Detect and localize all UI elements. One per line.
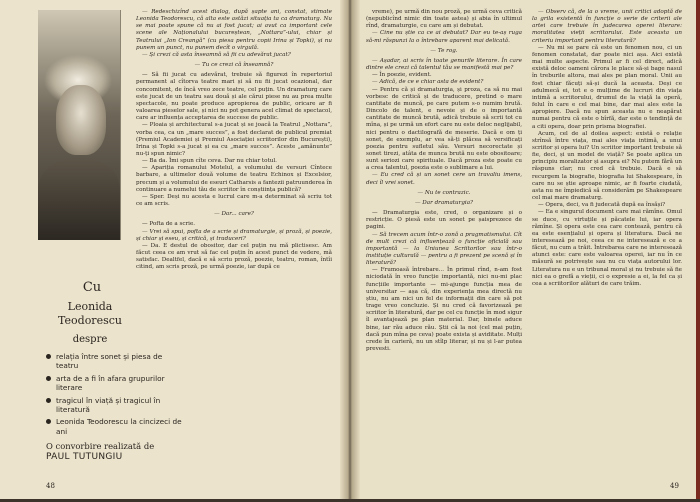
byline-lead: O convorbire realizată de bbox=[46, 441, 155, 451]
paragraph: — Observ că, de la o vreme, unii critici adoptă de la grila existentă în funcție o serie de criterii ale artei care trebuie în judecarea operei literare: moralitatea vieții scriitorului. Este aceasta un criteriu important pentru literatură? bbox=[532, 9, 682, 44]
topic-item: relația între sonet și piesa de teatru bbox=[46, 352, 186, 371]
portrait-face bbox=[56, 85, 106, 155]
paragraph: — Să trecem acum într-o zonă a pragmatismului. Cît de mult crezi că influențează o funcție oficială sau importantă — la Uniunea Scriitorilor sau într-o instituție culturală — pentru a fi prezent pe scenă și în literatură? bbox=[366, 231, 522, 267]
paragraph: — Și crezi că asta înseamnă să fii cu adevărat jucat? bbox=[142, 51, 291, 58]
byline-author: PAUL TUTUNGIU bbox=[46, 452, 123, 462]
paragraph: Acum, cel de al doilea aspect: există o relație strînsă între viața, mai ales viața intimă, a unui scriitor și opera lui? Un scriitor important trebuie să fie, deci, și un model de viață? Se poate aplica un principiu moralizator și asupra ei? Nu putem fără un răspuns clar; nu cred că trebuie. Dacă e să recurgem la biografie, biografia lui Shakespeare, în care nu se știe aproape nimic, ar fi foarte ciudată, asta nu ne împiedică să considerăm pe Shakespeare cel mai mare dramaturg. bbox=[532, 130, 682, 202]
paragraph: — Nu mi se pare că este un fenomen nou, ci un fenomen constatat, dar poate nici așa. Aici există mai multe aspecte. Primul ar fi cel direct, adică există deloc oameni cărora le place să-și bage nasul în treburile altora, mai ales pe plan moral. Unii au fost chiar făcuți să-și ducă la aceasta. Deși ce adulmecă ei, tot e o mulțime de lucruri din viața intimă a scriitorului, drumul de la viață la operă, felul în care e cel mai bine, dar mai ales este la apropiere. Dacă nu spun aceasta nu e neapărat numai pentru că este o bîrfă, dar este o tendință de a citi opera, doar prin prisma biografiei. bbox=[532, 44, 682, 130]
paragraph: — Sper. Deși nu acesta e lucrul care m-a determinat să scriu tot ce am scris. bbox=[136, 193, 332, 208]
page-number-left: 48 bbox=[46, 482, 55, 490]
paragraph: — Dramaturgia este, cred, o organizare și o restricție. O piesă este un sonet pe șaisprezece de pagini. bbox=[366, 210, 522, 231]
paragraph: vreme), pe urmă din nou proză, pe urmă ceva critică (nepublicînd nimic din toate astea) și abia în ultimul rînd, dramaturgie, cu care am și debutat. bbox=[366, 9, 522, 30]
paragraph: — Ba da. Îmi spun cîte ceva. Dar nu chiar totul. bbox=[142, 158, 277, 165]
title-first-name: Leonida bbox=[67, 300, 113, 313]
book-gutter bbox=[340, 0, 360, 502]
paragraph: — Apariția romanului Motelul, a volumului de versuri Cîntece barbare, a ultimelor două volume de teatru Echinox și Excelsior, precum și a volumului de eseuri Catharsis a fantezii patruunderea în continuare a numelui tău de scriitor în conștiința publică? bbox=[136, 165, 332, 193]
paragraph: — Dar dramaturgia? bbox=[414, 199, 474, 206]
paragraph: — Pofta de a scrie. bbox=[142, 221, 196, 228]
paragraph: — Frumoasă întrebare... În primul rînd, n-am fost niciodată în vreo funcție importantă, nici nu-mi plac funcțiile importante — mi-ajunge funcția mea de universitar — așa că, din experiența mea directă nu știu, nu am nici un fel de informații din care să pot trage vreo concluzie. Și nu cred că favorizează pe scriitor în literatură, dar pe cel cu funcție în mod sigur îl avantajează pe plan material. Dar, binele aduce bine, iar rău aduce rău. Știi că la noi (cel mai puțin, dacă pun mîna pe ceva) poate exista și aviditate. Mulți crede în carieră, nu un stîlp literar, și nu și l-ar putea prevesti. bbox=[366, 267, 522, 353]
paragraph: — Așadar, ai scris în toate genurile literare. În care dintre ele crezi că talentul tău se manifestă mai pe? bbox=[366, 57, 522, 72]
portrait-shoulders bbox=[38, 160, 120, 240]
paragraph: — Opera, deci, va fi judecată după ea însăși? bbox=[538, 202, 666, 209]
paragraph: — Tu ce crezi că înseamnă? bbox=[194, 62, 274, 69]
title-cu: Cu bbox=[82, 280, 102, 295]
paragraph: — Pentru că și dramaturgia, și proza, ca să nu mai vorbesc de critică și de traducere, pretind o mare cantitate de muncă, pe care putem s-o numim brută. Dincolo de talent, e nevoie și de o importantă cantitate de muncă brută, adică trebuie să scrii tot cu mîna, și pe urmă un efort care nu este deloc neglijabil, nici pentru o dactilografă de meserie. Dacă e om ți sonet, de exemplu, ar vea să-ți plăcea să versificați poezia pentru sufletul său. Versuri necorectate și sonet tirezi, atâta de munca brută nu este obositoare; sunt seriozi care spirituale. Dacă proza este poate cu a crea talentul, poezia este o sublimare a lui. bbox=[366, 86, 522, 172]
paragraph: — Adică, de ce e chiar asta de evident? bbox=[372, 79, 484, 86]
title-last-name: Teodorescu bbox=[58, 314, 122, 327]
paragraph: — Te rog. bbox=[430, 47, 458, 54]
paragraph: — Nu te contrazic. bbox=[417, 189, 471, 196]
title-despre: despre bbox=[72, 334, 108, 345]
paragraph: — Da. E destul de obositor, dar cel puțin nu mă plictisesc. Am făcut ceea ce am vrut să fac cel puțin în acest punct de vedere, mă satisfac. Dealtfel, dacă e să scriu proză, poezie, teatru, roman, întîi citind, am scris proză, pe urmă poezie, iar după ce bbox=[136, 242, 332, 271]
paragraph: — Ea e singurul document care mai rămîne. Omul se duce, cu virtuțile și păcatele lui, iar opera rămîne. Și opera este cea care contează, pentru că ea este esențialul și opera și literatura. Dacă ne interesează pe noi, ceea ce ne interesează e ce a făcut, nu cum a trăit. Întrebarea care ne interesează atunci este: care este valoarea operei, iar nu în ce măsură se potrivește sau nu cu viața autorului lor. Literatura nu e un tribunal moral și nu trebuie să fie nici ea o grefă a vieții, ci o expresie a ei, la fel ca și cea a scriitorilor alături de care trăim. bbox=[532, 209, 682, 287]
page-number-right: 49 bbox=[670, 482, 679, 490]
topic-item: Leonida Teodorescu la cincizeci de ani bbox=[46, 417, 186, 436]
right-text-column-2 bbox=[532, 9, 682, 288]
cover-edge bbox=[696, 0, 700, 502]
topic-list bbox=[46, 352, 186, 439]
paragraph: — Dar... care? bbox=[214, 211, 254, 218]
paragraph: — Redeschizînd acest dialog, după șapte ani, constat, stimate Leonida Teodorescu, că alta este astăzi situația ta ca dramaturg. Nu se mai poate spune că nu ai fost jucat; ai avut ca important cele scene ale Naționalului bucureștean, „Nottara”-ului, chiar și Teatrului „Ion Creangă” (cu piesa pentru copii Irina și Topki), și nu punem un punct, nu punem decît o virgulă. bbox=[136, 9, 332, 51]
left-page bbox=[0, 0, 348, 502]
topic-item: arta de a fi în afara grupurilor literare bbox=[46, 374, 186, 393]
title-author-name bbox=[40, 300, 140, 328]
right-text-column-1 bbox=[366, 9, 522, 353]
topic-item: tragicul în viață și tragicul în literatură bbox=[46, 396, 186, 415]
paragraph: — Ploaia și architectural s-a jucat și se joacă la Teatrul „Nottara”, vorba cea, ca un „mare succes”, a fost declarat de publicul premiat (Premiul Academiei și Premiul Asociației scriitorilor din București), Irina și Topki s-a jucat și ea cu „mare succes”. Aceste „amănunte” nu-ți spun nimic? bbox=[136, 122, 332, 157]
paragraph: — Vrei să spui, pofta de a scrie și dramaturgie, și proză, și poezie, și chiar și eseu, și critică, și traduceri? bbox=[136, 228, 332, 242]
paragraph: — În poezie, evident. bbox=[372, 72, 432, 79]
author-portrait-photo bbox=[38, 10, 121, 240]
paragraph: — Să fii jucat cu adevărat, trebuie să figurezi în repertoriul permanent al cîtorva teatre mari și să nu fii jucat ocazional, dar concomitent, de încă vreo zece teatre, cel puțin. Un dramaturg care este jucat de un teatru sau două și ale cărui piese nu au prea multe spectacole, nu poate produce apropierea de public, oricare ar fi valoarea pieselor sale, și nici nu pot genera acel climat de spectacol, care ar influența acceptarea de succese de public. bbox=[136, 72, 332, 122]
left-text-column bbox=[136, 9, 332, 271]
byline bbox=[46, 441, 186, 463]
right-page bbox=[352, 0, 700, 502]
paragraph: — Eu cred că și un sonet cere un travaliu imens, deci îl vrei sonet. bbox=[366, 172, 522, 186]
paragraph: — Cine nu știe ca ce ai debutat? Dar eu te-aș ruga să-mi răspunzi la o întrebare aparent mai delicată. bbox=[366, 30, 522, 44]
